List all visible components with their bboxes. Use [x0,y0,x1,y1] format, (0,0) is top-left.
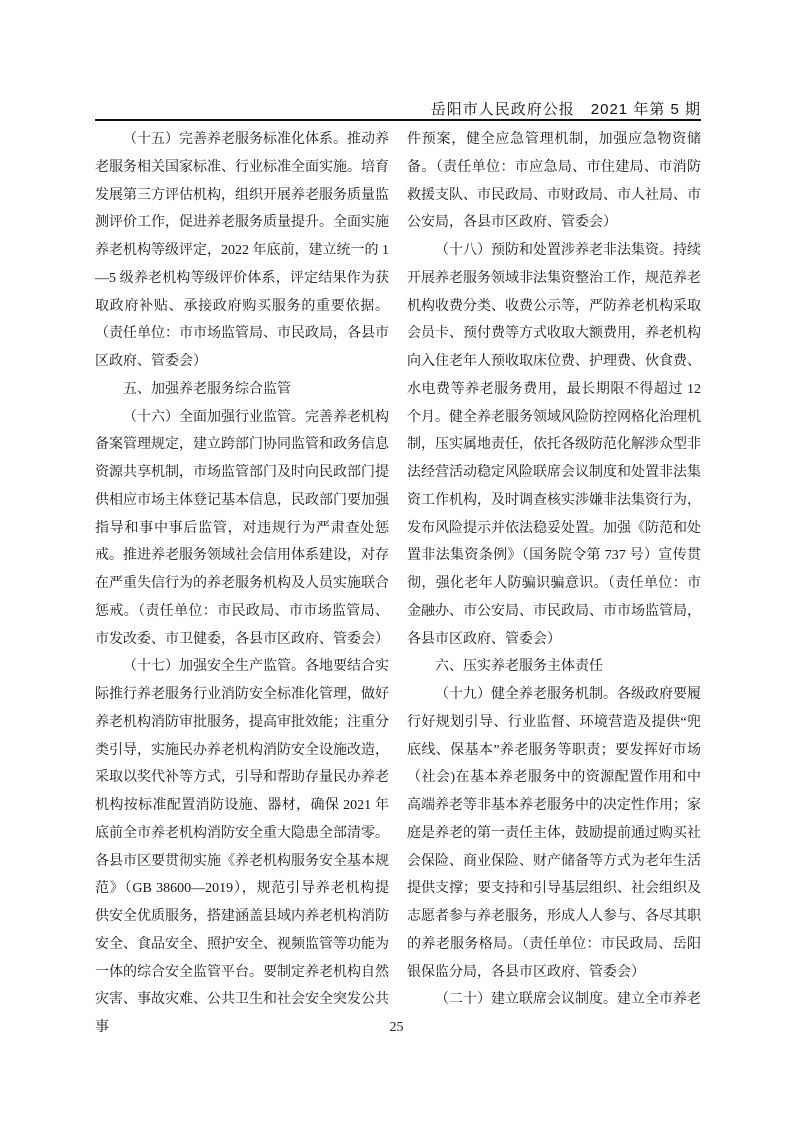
column-left [95,126,389,1042]
column-right [407,126,701,1042]
body-paragraph: 件预案，健全应急管理机制，加强应急物资储备。（责任单位：市应急局、市住建局、市消防救援支队、市民政局、市财政局、市人社局、市公安局，各县市区政府、管委会） [407,132,701,231]
page-header-title: 岳阳市人民政府公报 2021 年第 5 期 [430,101,701,118]
body-paragraph: （十八）预防和处置涉养老非法集资。持续开展养老服务领域非法集资整治工作，规范养老机构收费分类、收费公示等，严防养老机构采取会员卡、预付费等方式收取大额费用，养老机构向入住老年人预收取床位费、护理费、伙食费、水电费等养老服务费用，最长期限不得超过 12 个月。健全养老服务领域风险防控网格化治理机制，压实属地责任，依托各级防范化解涉众型非法经营活动稳定风险联席会议制度和处置非法集资工作机构，及时调查核实涉嫌非法集资行为，发布风险提示并依法稳妥处置。加强《防范和处置非法集资条例》（国务院令第 737 号）宣传贯彻，强化老年人防骗识骗意识。（责任单位：市金融办、市公安局、市民政局、市市场监管局，各县市区政府、管委会） [407,243,701,647]
body-paragraph: （十六）全面加强行业监管。完善养老机构备案管理规定，建立跨部门协同监管和政务信息资源共享机制，市场监管部门及时向民政部门提供相应市场主体登记基本信息，民政部门要加强指导和事中事后监管，对违规行为严肃查处惩戒。推进养老服务领域社会信用体系建设，对存在严重失信行为的养老服务机构及人员实施联合惩戒。（责任单位：市民政局、市市场监管局、市发改委、市卫健委，各县市区政府、管委会） [95,409,389,647]
body-paragraph: （二十）建立联席会议制度。建立全市养老 [435,992,701,1008]
body-paragraph: （十九）健全养老服务机制。各级政府要履行好规划引导、行业监督、环境营造及提供“兜底线、保基本”养老服务等职责；要发挥好市场（社会)在基本养老服务中的资源配置作用和中高端养老等非基本养老服务中的决定性作用；家庭是养老的第一责任主体，鼓励提前通过购买社会保险、商业保险、财产储备等方式为老年生活提供支撑；要支持和引导基层组织、社会组织及志愿者参与养老服务，形成人人参与、各尽其职的养老服务格局。（责任单位：市民政局、岳阳银保监分局，各县市区政府、管委会） [407,687,701,980]
section-heading: 五、加强养老服务综合监管 [123,381,291,397]
page-number: 25 [389,1020,404,1035]
body-paragraph: （十五）完善养老服务标准化体系。推动养老服务相关国家标准、行业标准全面实施。培育发展第三方评估机构，组织开展养老服务质量监测评价工作，促进养老服务质量提升。全面实施养老机构等级评定，2022 年底前，建立统一的 1—5 级养老机构等级评价体系，评定结果作为获取政府补贴、承接政府购买服务的重要依据。（责任单位：市市场监管局、市民政局，各县市区政府、管委会） [95,132,389,369]
section-heading: 六、压实养老服务主体责任 [435,659,603,675]
header-rule [95,119,701,121]
two-column-body [95,126,701,1042]
body-paragraph: （十七）加强安全生产监管。各地要结合实际推行养老服务行业消防安全标准化管理，做好养老机构消防审批服务，提高审批效能；注重分类引导，实施民办养老机构消防安全设施改造，采取以奖代补等方式，引导和帮助存量民办养老机构按标准配置消防设施、器材，确保 2021 年底前全市养老机构消防安全重大隐患全部清零。各县市区要贯彻实施《养老机构服务安全基本规范》（GB 38600—2019），规范引导养老机构提供安全优质服务，搭建涵盖县域内养老机构消防安全、食品安全、照护安全、视频监管等功能为一体的综合安全监管平台。要制定养老机构自然灾害、事故灾难、公共卫生和社会安全突发公共事 [95,659,389,1035]
